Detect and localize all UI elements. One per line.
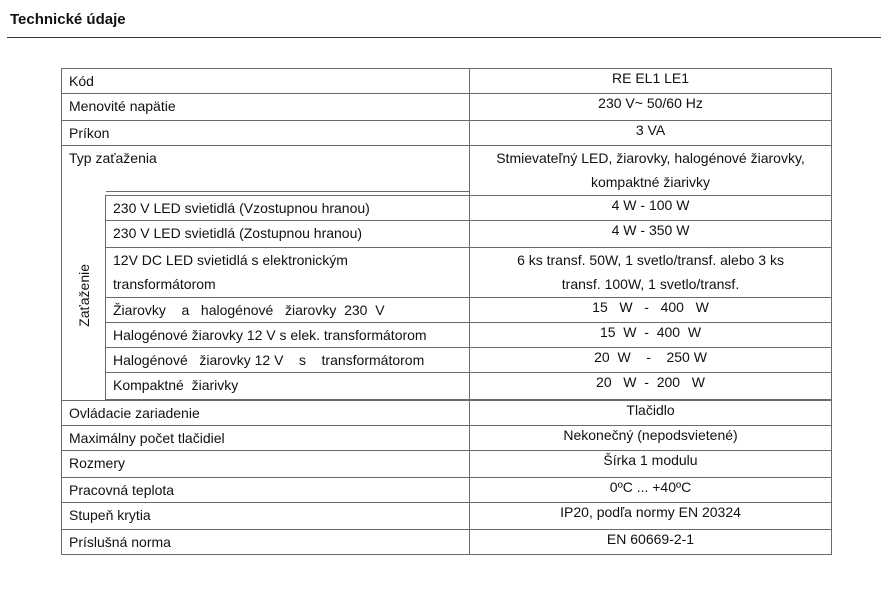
table-row-load	[62, 298, 832, 323]
table-row-load	[62, 373, 832, 400]
row-value: IP20, podľa normy EN 20324	[470, 503, 832, 530]
load-type-value-line2: kompaktné žiarivky	[590, 174, 711, 190]
table-row-protection	[62, 503, 832, 530]
load-value: 20 W - 200 W	[470, 373, 832, 400]
row-label: Maximálny počet tlačidiel	[62, 426, 470, 451]
table-row-load	[62, 323, 832, 348]
table-row-code	[62, 69, 832, 94]
load-label: Halogénové žiarovky 12 V s elek. transformátorom	[106, 323, 470, 348]
table-row-load	[62, 196, 832, 221]
load-group-label	[62, 196, 106, 401]
row-value: Nekonečný (nepodsvietené)	[470, 426, 832, 451]
row-label: Pracovná teplota	[62, 478, 470, 503]
row-value: 230 V~ 50/60 Hz	[470, 94, 832, 121]
row-label: Rozmery	[62, 451, 470, 478]
table-row-load-type	[62, 146, 832, 196]
table-row-load	[62, 248, 832, 298]
table-row-load	[62, 348, 832, 373]
row-value: 3 VA	[470, 121, 832, 146]
title-divider	[7, 37, 881, 38]
table-row-temperature	[62, 478, 832, 503]
row-label: Príslušná norma	[62, 530, 470, 555]
load-label: Žiarovky a halogénové žiarovky 230 V	[106, 298, 470, 323]
row-value: Tlačidlo	[470, 401, 832, 426]
row-label: Príkon	[62, 121, 470, 146]
row-label: Stupeň krytia	[62, 503, 470, 530]
table-row-control	[62, 401, 832, 426]
load-value	[470, 248, 832, 298]
row-label: Ovládacie zariadenie	[62, 401, 470, 426]
load-label: Kompaktné žiarivky	[106, 373, 470, 400]
load-label: 230 V LED svietidlá (Vzostupnou hranou)	[106, 196, 470, 221]
load-label-line2: transformátorom	[113, 276, 216, 292]
load-label-line1: 12V DC LED svietidlá s elektronickým	[113, 252, 348, 268]
row-label: Kód	[62, 69, 470, 94]
load-value: 15 W - 400 W	[470, 323, 832, 348]
load-label: 230 V LED svietidlá (Zostupnou hranou)	[106, 221, 470, 248]
section-title: Technické údaje	[10, 11, 126, 28]
table-row-voltage	[62, 94, 832, 121]
load-label: Halogénové žiarovky 12 V s transformátorom	[106, 348, 470, 373]
table-row-max-buttons	[62, 426, 832, 451]
load-value: 4 W - 350 W	[470, 221, 832, 248]
load-value: 15 W - 400 W	[470, 298, 832, 323]
load-type-label: Typ zaťaženia	[69, 150, 157, 166]
table-row-dimensions	[62, 451, 832, 478]
table-row-power	[62, 121, 832, 146]
row-value: RE EL1 LE1	[470, 69, 832, 94]
load-value-line2: transf. 100W, 1 svetlo/transf.	[561, 276, 740, 292]
row-value: Šírka 1 modulu	[470, 451, 832, 478]
row-label	[62, 146, 470, 196]
load-value: 4 W - 100 W	[470, 196, 832, 221]
load-type-separator	[106, 191, 469, 192]
row-value: EN 60669-2-1	[470, 530, 832, 555]
load-type-value-line1: Stmievateľný LED, žiarovky, halogénové žiarovky,	[496, 150, 805, 166]
load-label	[106, 248, 470, 298]
load-value: 20 W - 250 W	[470, 348, 832, 373]
table-row-standard	[62, 530, 832, 555]
technical-specs-table	[61, 68, 832, 555]
table-row-load	[62, 221, 832, 248]
row-label: Menovité napätie	[62, 94, 470, 121]
load-group-label-text: Zaťaženie	[75, 263, 92, 327]
row-value: 0ºC ... +40ºC	[470, 478, 832, 503]
row-value	[470, 146, 832, 196]
load-value-line1: 6 ks transf. 50W, 1 svetlo/transf. alebo 3 ks	[517, 252, 784, 268]
